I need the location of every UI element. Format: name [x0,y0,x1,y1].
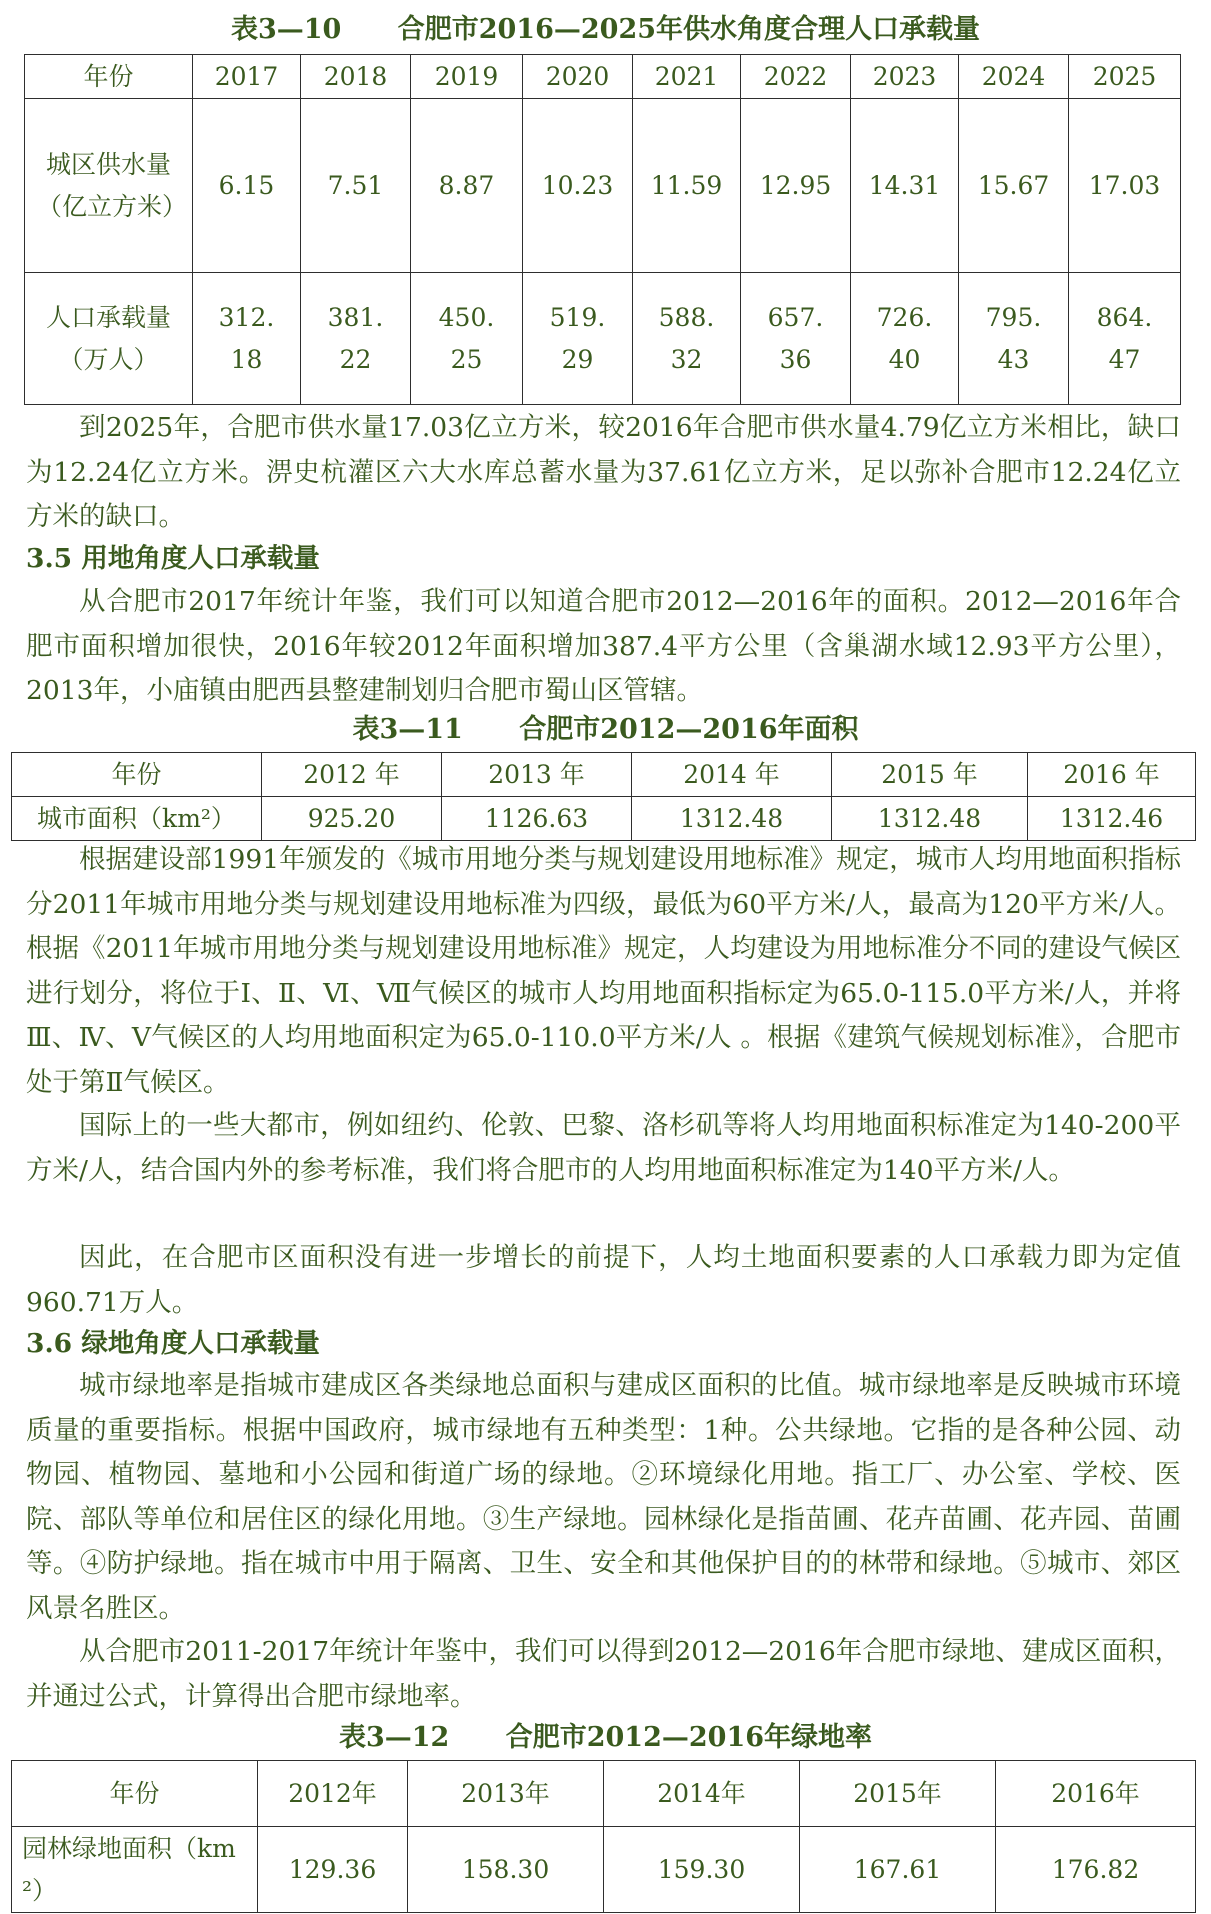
table-row [25,99,1181,273]
header-cell: 2019 [411,55,523,99]
table-cell: 726.40 [851,273,959,405]
header-cell: 2017 [193,55,301,99]
table-cell: 8.87 [411,99,523,273]
paragraph: 从合肥市2017年统计年鉴，我们可以知道合肥市2012—2016年的面积。2012—2016年合肥市面积增加很快，2016年较2012年面积增加387.4平方公里（含巢湖水域12.93平方公里），2013年，小庙镇由肥西县整建制划归合肥市蜀山区管辖。 [26,586,1181,706]
table-cell: 17.03 [1069,99,1181,273]
header-cell: 2024 [959,55,1069,99]
table-cell: 450.25 [411,273,523,405]
table-cell: 312.18 [193,273,301,405]
table-cell: 588.32 [633,273,741,405]
table-cell: 15.67 [959,99,1069,273]
table-cell: 12.95 [741,99,851,273]
table-cell: 167.61 [800,1827,996,1913]
header-cell: 2013 年 [442,753,632,797]
table-cell: 925.20 [262,797,442,841]
table-cell: 1312.48 [632,797,832,841]
header-cell: 2023 [851,55,959,99]
header-cell: 年份 [25,55,193,99]
table-3-12 [11,1760,1196,1913]
table-row [12,1827,1196,1913]
table-cell: 14.31 [851,99,959,273]
table-cell: 1312.48 [832,797,1028,841]
row-label: 园林绿地面积（km²） [12,1827,258,1913]
table-row [25,273,1181,405]
header-cell: 2013年 [408,1761,604,1827]
table-header-row [12,753,1196,797]
header-cell: 2012 年 [262,753,442,797]
table-cell: 10.23 [523,99,633,273]
table-cell: 129.36 [258,1827,408,1913]
header-cell: 2014 年 [632,753,832,797]
header-cell: 2015年 [800,1761,996,1827]
row-label: 人口承载量（万人） [25,273,193,405]
header-cell: 2015 年 [832,753,1028,797]
table-cell: 795.43 [959,273,1069,405]
table-cell: 1312.46 [1028,797,1196,841]
header-cell: 2016 年 [1028,753,1196,797]
section-heading: 3.5 用地角度人口承载量 [26,543,320,574]
paragraph: 根据建设部1991年颁发的《城市用地分类与规划建设用地标准》规定，城市人均用地面积指标分2011年城市用地分类与规划建设用地标准为四级，最低为60平方米/人，最高为120平方米/人。根据《2011年城市用地分类与规划建设用地标准》规定，人均建设为用地标准分不同的建设气候区进行划分，将位于Ⅰ、Ⅱ、Ⅵ、Ⅶ气候区的城市人均用地面积指标定为65.0-115.0平方米/人，并将Ⅲ、Ⅳ、Ⅴ气候区的人均用地面积定为65.0-110.0平方米/人 。根据《建筑气候规划标准》，合肥市处于第Ⅱ气候区。 [26,844,1181,1098]
paragraph: 城市绿地率是指城市建成区各类绿地总面积与建成区面积的比值。城市绿地率是反映城市环境质量的重要指标。根据中国政府，城市绿地有五种类型：1种。公共绿地。它指的是各种公园、动物园、植物园、墓地和小公园和街道广场的绿地。②环境绿化用地。指工厂、办公室、学校、医院、部队等单位和居住区的绿化用地。③生产绿地。园林绿化是指苗圃、花卉苗圃、花卉园、苗圃等。④防护绿地。指在城市中用于隔离、卫生、安全和其他保护目的的林带和绿地。⑤城市、郊区风景名胜区。 [26,1370,1181,1624]
table-cell: 657.36 [741,273,851,405]
table-3-11 [11,752,1196,841]
table-cell: 159.30 [604,1827,800,1913]
table-row [12,797,1196,841]
row-label: 城市面积（km²） [12,797,262,841]
paragraph: 国际上的一些大都市，例如纽约、伦敦、巴黎、洛杉矶等将人均用地面积标准定为140-200平方米/人，结合国内外的参考标准，我们将合肥市的人均用地面积标准定为140平方米/人。 [26,1110,1181,1186]
header-cell: 2018 [301,55,411,99]
header-cell: 2012年 [258,1761,408,1827]
paragraph: 因此，在合肥市区面积没有进一步增长的前提下，人均土地面积要素的人口承载力即为定值960.71万人。 [26,1242,1181,1318]
header-cell: 2025 [1069,55,1181,99]
table-cell: 158.30 [408,1827,604,1913]
section-heading: 3.6 绿地角度人口承载量 [26,1328,320,1359]
table-header-row [12,1761,1196,1827]
header-cell: 年份 [12,753,262,797]
table-cell: 519.29 [523,273,633,405]
paragraph: 到2025年，合肥市供水量17.03亿立方米，较2016年合肥市供水量4.79亿立方米相比，缺口为12.24亿立方米。淠史杭灌区六大水库总蓄水量为37.61亿立方米，足以弥补合肥市12.24亿立方米的缺口。 [26,412,1181,532]
table-header-row [25,55,1181,99]
table-3-10-caption: 表3—10 合肥市2016—2025年供水角度合理人口承载量 [230,14,981,45]
row-label: 城区供水量（亿立方米） [25,99,193,273]
table-3-12-caption: 表3—12 合肥市2012—2016年绿地率 [338,1722,873,1753]
paragraph: 从合肥市2011-2017年统计年鉴中，我们可以得到2012—2016年合肥市绿地、建成区面积，并通过公式，计算得出合肥市绿地率。 [26,1636,1181,1712]
table-cell: 864.47 [1069,273,1181,405]
header-cell: 年份 [12,1761,258,1827]
table-3-10 [24,54,1181,405]
table-cell: 381.22 [301,273,411,405]
table-cell: 6.15 [193,99,301,273]
table-3-11-caption: 表3—11 合肥市2012—2016年面积 [352,714,859,745]
table-cell: 1126.63 [442,797,632,841]
header-cell: 2020 [523,55,633,99]
header-cell: 2014年 [604,1761,800,1827]
table-cell: 11.59 [633,99,741,273]
header-cell: 2022 [741,55,851,99]
table-cell: 176.82 [996,1827,1196,1913]
table-cell: 7.51 [301,99,411,273]
header-cell: 2021 [633,55,741,99]
header-cell: 2016年 [996,1761,1196,1827]
